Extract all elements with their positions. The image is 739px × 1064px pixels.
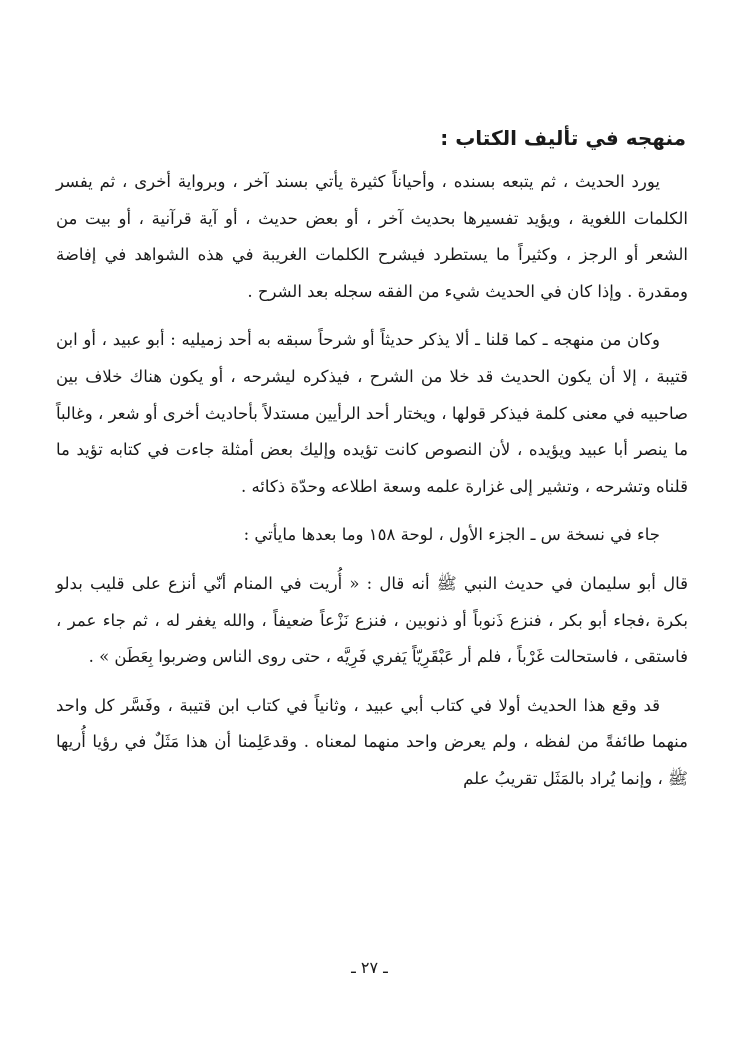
section-heading: منهجه في تأليف الكتاب :	[440, 126, 686, 150]
paragraph-method: يورد الحديث ، ثم يتبعه بسنده ، وأحياناً كثيرة يأتي بسند آخر ، وبرواية أخرى ، ثم يفسر الكلمات اللغوية ، ويؤيد تفسيرها بحديث آخر ، أو بعض حديث ، أو آية قرآنية ، أو بيت من الشعر أو الرجز ، وكثيراً ما يستطرد فيشرح الكلمات الغريبة في هذه الشواهد في إفاضة ومقدرة . وإذا كان في الحديث شيء من الفقه سجله بعد الشرح .	[56, 172, 688, 301]
paragraph-approach: وكان من منهجه ـ كما قلنا ـ ألا يذكر حديثاً أو شرحاً سبقه به أحد زميليه : أبو عبيد ، أو ابن قتيبة ، إلا أن يكون الحديث قد خلا من الشرح ، فيذكره ليشرحه ، أو يكون هناك خلاف بين صاحبيه في معنى كلمة فيذكر قولها ، ويختار أحد الرأيين مستدلاً بأحاديث أخرى أو شعر ، وغالباً ما ينصر أبا عبيد ويؤيده ، لأن النصوص كانت تؤيده وإليك بعض أمثلة جاءت في كتابه تؤيد ما قلناه وتشرحه ، وتشير إلى غزارة علمه وسعة اطلاعه وحدّة ذكائه .	[56, 330, 688, 496]
paragraph-source-reference: جاء في نسخة س ـ الجزء الأول ، لوحة ١٥٨ وما بعدها مايأتي :	[243, 525, 660, 545]
paragraph-hadith-quote: قال أبو سليمان في حديث النبي ﷺ أنه قال : « أُريت في المنام أنّي أنزع على قليب بدلو بكرة ،فجاء أبو بكر ، فنزع ذَنوباً أو ذنوبين ، فنزع نَزْعاً ضعيفاً ، والله يغفر له ، ثم جاء عمر ، فاستقى ، فاستحالت غَرْباً ، فلم أر عَبْقَرِيّاً يَفري فَرِيَّه ، حتى روى الناس وضربوا بِعَطَن » .	[56, 573, 688, 667]
paragraph-commentary: قد وقع هذا الحديث أولا في كتاب أبي عبيد ، وثانياً في كتاب ابن قتيبة ، وفَسَّر كل واحد منهما طائفةً من لفظه ، ولم يعرض واحد منهما لمعناه . وقدعَلِمنا أن هذا مَثَلٌ في رؤيا أُريها ﷺ ، وإنما يُراد بالمَثَل تقريبُ علم	[56, 695, 688, 788]
page-number: ـ ٢٧ ـ	[351, 958, 388, 977]
body-text	[56, 118, 688, 810]
